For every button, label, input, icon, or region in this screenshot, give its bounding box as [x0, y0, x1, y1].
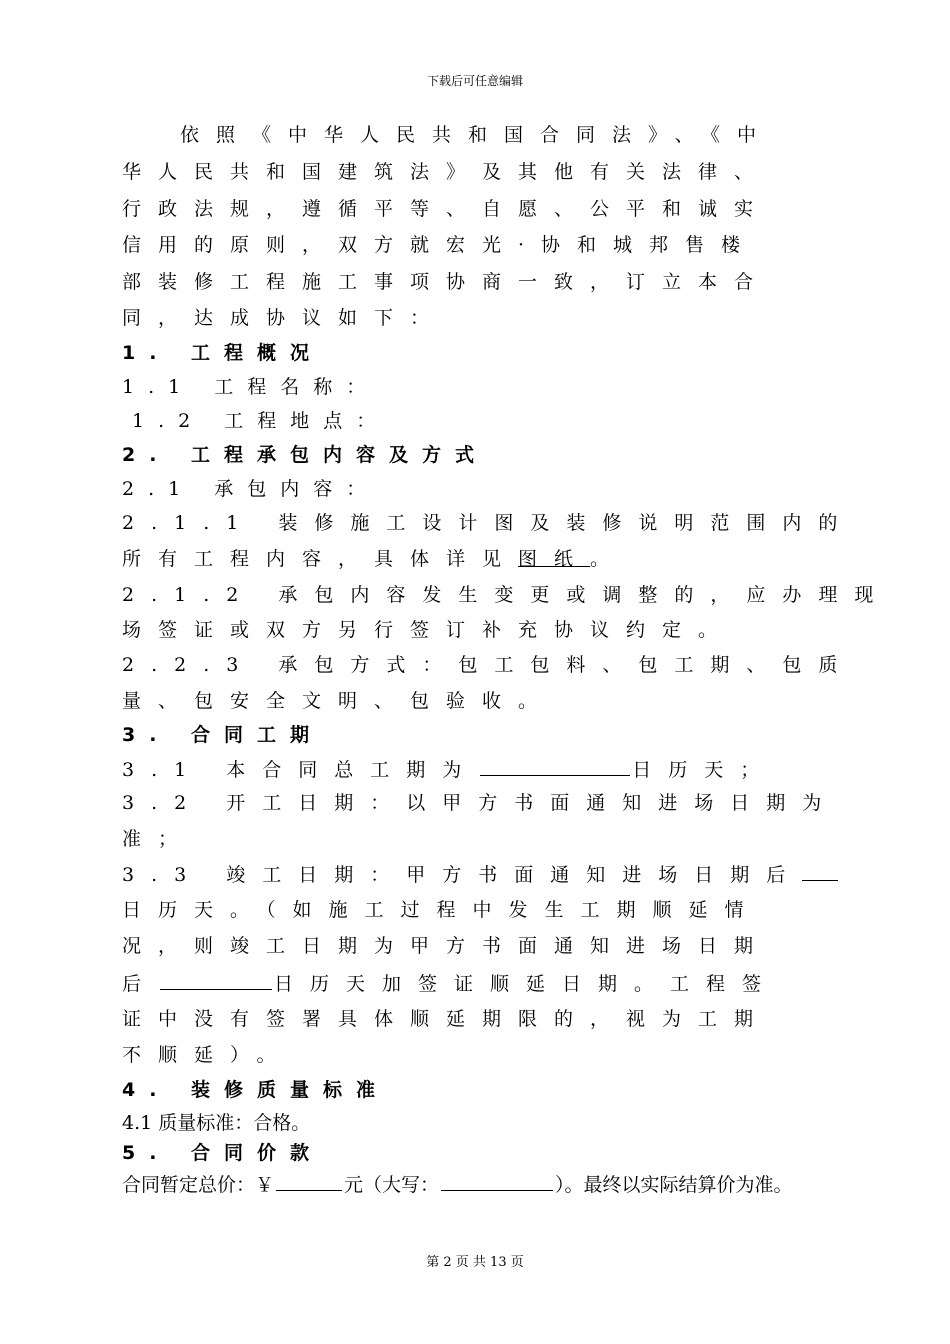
text: 3.1 本合同总工期为	[122, 759, 479, 781]
text: 3.3 竣工日期：甲方书面通知进场日期后	[122, 864, 803, 886]
section-4-1: 4.1 质量标准：合格。	[122, 1112, 311, 1134]
section-2-2-3: 2.2.3 承包方式：包工包料、包工期、包质	[122, 654, 855, 676]
section-3-3-cont-5: 不顺延）。	[122, 1044, 293, 1066]
price-blank	[276, 1172, 342, 1191]
section-3-3	[122, 862, 842, 887]
page-header: 下载后可任意编辑	[426, 74, 523, 88]
price-words-blank	[441, 1172, 553, 1191]
intro-line-5: 部装修工程施工事项协商一致，订立本合	[122, 271, 771, 293]
section-3-heading: 3. 合同工期	[122, 724, 324, 746]
section-2-1-2-cont: 场签证或双方另行签订补充协议约定。	[122, 619, 735, 641]
section-3-3-cont-3	[122, 971, 842, 996]
section-5-price	[122, 1172, 842, 1197]
drawing-reference: 图纸	[518, 548, 591, 570]
section-3-2: 3.2 开工日期：以甲方书面通知进场日期为	[122, 792, 839, 814]
section-1-2: 1.2 工程地点：	[132, 410, 390, 432]
duration-blank	[480, 757, 630, 776]
days-blank-2	[160, 971, 272, 990]
section-2-heading: 2. 工程承包内容及方式	[122, 444, 489, 466]
section-2-1-1-cont	[122, 547, 842, 571]
days-blank	[802, 862, 838, 881]
section-3-3-cont-4: 证中没有签署具体顺延期限的，视为工期	[122, 1008, 771, 1030]
text: 合同暂定总价：￥	[122, 1174, 275, 1196]
section-2-1-2: 2.1.2 承包内容发生变更或调整的，应办理现	[122, 584, 891, 606]
section-5-heading: 5. 合同价款	[122, 1142, 324, 1164]
text: 所有工程内容，具体详见	[122, 548, 519, 570]
page-footer: 第 2 页 共 13 页	[426, 1255, 524, 1270]
text: 。	[590, 548, 627, 570]
text: 后	[122, 973, 159, 995]
text: 日历天加签证顺延日期。工程签	[274, 973, 779, 995]
section-3-3-cont-2: 况，则竣工日期为甲方书面通知进场日期	[122, 935, 771, 957]
intro-line-4: 信用的原则，双方就宏光·协和城邦售楼	[122, 234, 758, 256]
text: ）。最终以实际结算价为准。	[555, 1174, 793, 1196]
section-2-1: 2.1 承包内容：	[122, 478, 380, 500]
text: 元（大写：	[344, 1174, 440, 1196]
section-3-1	[122, 757, 842, 782]
intro-line-2: 华人民共和国建筑法》及其他有关法律、	[122, 161, 771, 183]
section-1-heading: 1. 工程概况	[122, 342, 324, 364]
section-2-2-3-cont: 量、包安全文明、包验收。	[122, 690, 555, 712]
section-2-1-1: 2.1.1 装修施工设计图及装修说明范围内的	[122, 512, 855, 534]
section-3-3-cont-1: 日历天。（如施工过程中发生工期顺延情	[122, 899, 761, 921]
intro-line-3: 行政法规，遵循平等、自愿、公平和诚实	[122, 198, 771, 220]
section-3-2-cont: 准；	[122, 828, 195, 850]
intro-line-6: 同，达成协议如下：	[122, 307, 447, 329]
intro-line-1: 依照《中华人民共和国合同法》、《中	[180, 124, 774, 146]
section-1-1: 1.1 工程名称：	[122, 376, 380, 398]
section-4-heading: 4. 装修质量标准	[122, 1079, 390, 1101]
text: 日历天；	[632, 759, 777, 781]
